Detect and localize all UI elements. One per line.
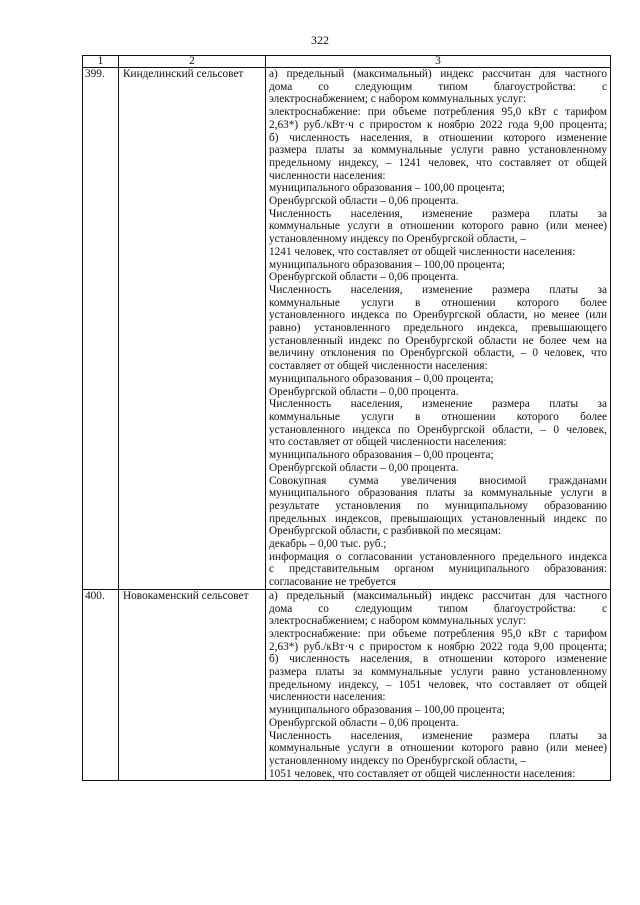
- text-line: Численность населения, изменение размера платы за: [269, 729, 607, 742]
- text-line: муниципального образования – 100,00 процента;: [269, 182, 505, 195]
- text-line: Оренбургской области – 0,00 процента.: [269, 461, 459, 474]
- header-col-1: 1: [83, 56, 119, 68]
- text-line: что составляет от общей численности населения:: [269, 436, 507, 449]
- text-line: а) предельный (максимальный) индекс рассчитан для частного: [269, 589, 607, 602]
- header-col-3: 3: [266, 56, 611, 68]
- text-line: предельных индексов, превышающих установленный индекс по: [269, 512, 607, 525]
- index-description: [266, 589, 611, 781]
- text-line: предельному индексу, – 1051 человек, что составляет от общей: [269, 678, 607, 691]
- text-line: величину отклонения по Оренбургской области, – 0 человек, что: [269, 347, 607, 360]
- text-line: дома со следующим типом благоустройства: с: [269, 80, 607, 93]
- text-line: электроснабжением; с набором коммунальных услуг:: [269, 615, 527, 628]
- text-line: коммунальные услуги в отношении которого более: [269, 410, 607, 423]
- text-line: 2,63*) руб./кВт·ч с приростом к ноябрю 2022 года 9,00 процента;: [269, 118, 607, 131]
- text-line: установленному индексу по Оренбургской области, –: [269, 754, 526, 767]
- text-line: муниципального образования – 100,00 процента;: [269, 704, 505, 717]
- text-line: Оренбургской области – 0,06 процента.: [269, 271, 459, 284]
- text-line: электроснабжением; с набором коммунальных услуг:: [269, 93, 527, 106]
- text-line: электроснабжение: при объеме потребления 95,0 кВт с тарифом: [269, 627, 607, 640]
- text-line: согласование не требуется: [269, 576, 396, 589]
- text-line: составляет от общей численности населения:: [269, 360, 488, 373]
- table-row: [83, 589, 611, 781]
- text-line: Численность населения, изменение размера платы за: [269, 398, 607, 411]
- text-line: Оренбургской области – 0,00 процента.: [269, 385, 459, 398]
- text-line: численности населения:: [269, 169, 386, 182]
- table-row: [83, 68, 611, 590]
- text-line: с представительным органом муниципального образования:: [269, 563, 607, 576]
- text-line: Оренбургской области – 0,06 процента.: [269, 716, 459, 729]
- text-line: результате установления по муниципальному образованию: [269, 499, 607, 512]
- text-line: Численность населения, изменение размера платы за: [269, 283, 607, 296]
- page-number: 322: [311, 33, 329, 47]
- text-line: информация о согласовании установленного предельного индекса: [269, 550, 607, 563]
- index-description: [266, 68, 611, 590]
- municipality-name: Кинделинский сельсовет: [119, 68, 266, 590]
- text-line: установленный индекс по Оренбургской области не более чем на: [269, 334, 607, 347]
- table-header-row: [83, 56, 611, 68]
- text-line: 2,63*) руб./кВт·ч с приростом к ноябрю 2022 года 9,00 процента;: [269, 640, 607, 653]
- text-line: коммунальные услуги в отношении которого равно (или менее): [269, 220, 607, 233]
- text-line: 1051 человек, что составляет от общей численности населения:: [269, 767, 576, 780]
- text-line: муниципального образования – 0,00 процента;: [269, 372, 494, 385]
- text-line: размера платы за коммунальные услуги равно установленному: [269, 666, 607, 679]
- text-line: Совокупная сумма увеличения вносимой гражданами: [269, 474, 607, 487]
- header-col-2: 2: [119, 56, 266, 68]
- text-line: численности населения:: [269, 691, 386, 704]
- text-line: Численность населения, изменение размера платы за: [269, 207, 607, 220]
- text-line: равно) установленного предельного индекса, превышающего: [269, 322, 607, 335]
- text-line: установленному индексу по Оренбургской области, –: [269, 233, 526, 246]
- text-line: дома со следующим типом благоустройства: с: [269, 602, 607, 615]
- text-line: установленного индекса по Оренбургской области, – 0 человек,: [269, 423, 607, 436]
- row-number: 400.: [83, 589, 119, 781]
- text-line: б) численность населения, в отношении которого изменение: [269, 653, 607, 666]
- text-line: коммунальные услуги в отношении которого равно (или менее): [269, 742, 607, 755]
- text-line: муниципального образования – 100,00 процента;: [269, 258, 505, 271]
- municipality-name: Новокаменский сельсовет: [119, 589, 266, 781]
- text-line: а) предельный (максимальный) индекс рассчитан для частного: [269, 68, 607, 80]
- text-line: коммунальные услуги в отношении которого более: [269, 296, 607, 309]
- text-line: предельному индексу, – 1241 человек, что составляет от общей: [269, 156, 607, 169]
- text-line: Оренбургской области, с разбивкой по месяцам:: [269, 525, 502, 538]
- row-number: 399.: [83, 68, 119, 590]
- text-line: электроснабжение: при объеме потребления 95,0 кВт с тарифом: [269, 106, 607, 119]
- text-line: установленного индекса по Оренбургской области, но менее (или: [269, 309, 607, 322]
- text-line: размера платы за коммунальные услуги равно установленному: [269, 144, 607, 157]
- text-line: декабрь – 0,00 тыс. руб.;: [269, 538, 387, 551]
- text-line: б) численность населения, в отношении которого изменение: [269, 131, 607, 144]
- indices-table: [82, 55, 611, 781]
- text-line: 1241 человек, что составляет от общей численности населения:: [269, 245, 576, 258]
- text-line: Оренбургской области – 0,06 процента.: [269, 195, 459, 208]
- text-line: муниципального образования платы за коммунальные услуги в: [269, 487, 607, 500]
- text-line: муниципального образования – 0,00 процента;: [269, 449, 494, 462]
